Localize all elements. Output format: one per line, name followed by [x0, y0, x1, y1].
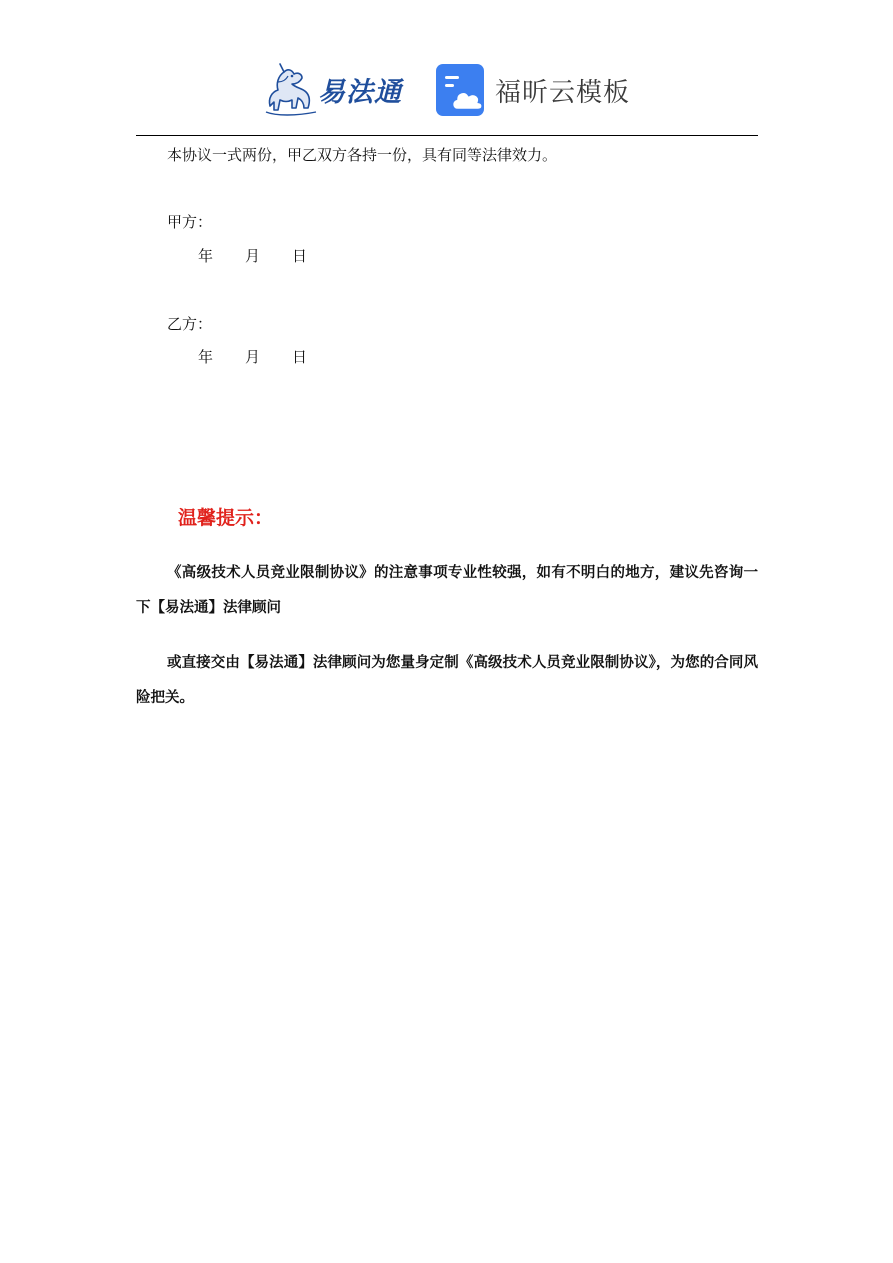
party-a-label: 甲方：: [167, 213, 213, 231]
yifatong-logo-text: 易法通: [318, 77, 402, 108]
party-b-date: [198, 347, 339, 367]
foxit-cloud-template-logo: [436, 64, 636, 116]
tip-title: 温馨提示：: [178, 507, 274, 529]
yifatong-logo: [262, 62, 412, 118]
date-month: 月: [245, 247, 261, 265]
tip-paragraph-1: 《高级技术人员竞业限制协议》的注意事项专业性较强，如有不明白的地方，建议先咨询一下【易法通】法律顾问: [136, 564, 758, 616]
unicorn-icon: [262, 62, 320, 118]
page-header: [0, 58, 893, 122]
date-year: 年: [198, 348, 214, 366]
date-year: 年: [198, 247, 214, 265]
party-a-date: [198, 246, 339, 266]
date-day: 日: [292, 247, 308, 265]
party-b-label: 乙方：: [167, 315, 213, 333]
foxit-logo-text: 福昕云模板: [495, 78, 631, 108]
date-month: 月: [245, 348, 261, 366]
cloud-document-icon: [436, 64, 488, 116]
header-divider: [136, 135, 758, 136]
tip-paragraph-2: 或直接交由【易法通】法律顾问为您量身定制《高级技术人员竞业限制协议》，为您的合同风险把关。: [136, 654, 758, 706]
copies-statement: 本协议一式两份，甲乙双方各持一份，具有同等法律效力。: [167, 146, 558, 164]
date-day: 日: [292, 348, 308, 366]
